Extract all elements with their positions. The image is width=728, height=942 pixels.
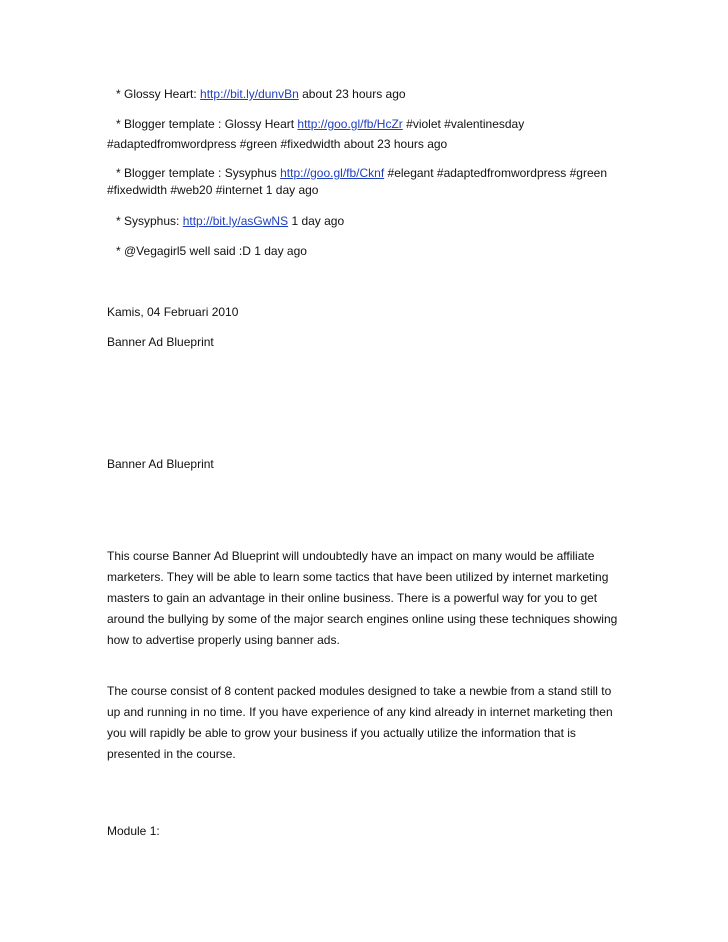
- tweet-text: * Blogger template : Glossy Heart: [116, 117, 295, 131]
- tweet-link[interactable]: http://bit.ly/dunvBn: [200, 87, 299, 101]
- paragraph-line: you will rapidly be able to grow your business if you actually utilize the information that is: [107, 726, 576, 740]
- tweet-time: 1 day ago: [291, 214, 345, 228]
- paragraph-line: how to advertise properly using banner ads.: [107, 633, 340, 647]
- tweet-text: * Glossy Heart:: [116, 87, 197, 101]
- tweet-link[interactable]: http://goo.gl/fb/Cknf: [280, 166, 385, 180]
- post-subtitle: Banner Ad Blueprint: [107, 457, 214, 471]
- paragraph-line: masters to gain an advantage in their online business. There is a powerful way for you to get: [107, 591, 598, 605]
- tweet-text: * Blogger template : Sysyphus: [116, 166, 277, 180]
- paragraph-line: presented in the course.: [107, 747, 236, 761]
- tweet-link[interactable]: http://bit.ly/asGwNS: [182, 214, 289, 228]
- tweet-item: [107, 165, 607, 181]
- tweet-hashtags: #violet #valentinesday: [406, 117, 525, 131]
- post-date: Kamis, 04 Februari 2010: [107, 305, 239, 319]
- body-paragraph: [107, 681, 627, 765]
- paragraph-line: This course Banner Ad Blueprint will undoubtedly have an impact on many would be affiliate: [107, 549, 595, 563]
- module-heading: Module 1:: [107, 824, 160, 838]
- paragraph-line: up and running in no time. If you have experience of any kind already in internet marketing then: [107, 705, 613, 719]
- tweet-continuation: #adaptedfromwordpress #green #fixedwidth about 23 hours ago: [107, 137, 448, 151]
- paragraph-line: marketers. They will be able to learn some tactics that have been utilized by internet marketing: [107, 570, 609, 584]
- tweet-link[interactable]: http://goo.gl/fb/HcZr: [297, 117, 403, 131]
- tweet-item: [107, 86, 406, 102]
- paragraph-line: around the bullying by some of the major search engines online using these techniques showing: [107, 612, 618, 626]
- tweet-item: * @Vegagirl5 well said :D 1 day ago: [116, 244, 307, 258]
- tweet-text: * Sysyphus:: [116, 214, 180, 228]
- tweet-item: [107, 213, 344, 229]
- tweet-continuation: #fixedwidth #web20 #internet 1 day ago: [107, 183, 319, 197]
- tweet-time: about 23 hours ago: [302, 87, 406, 101]
- body-paragraph: [107, 546, 627, 651]
- tweet-item: [107, 116, 524, 132]
- post-title: Banner Ad Blueprint: [107, 335, 214, 349]
- tweet-hashtags: #elegant #adaptedfromwordpress #green: [387, 166, 607, 180]
- paragraph-line: The course consist of 8 content packed modules designed to take a newbie from a stand still to: [107, 684, 612, 698]
